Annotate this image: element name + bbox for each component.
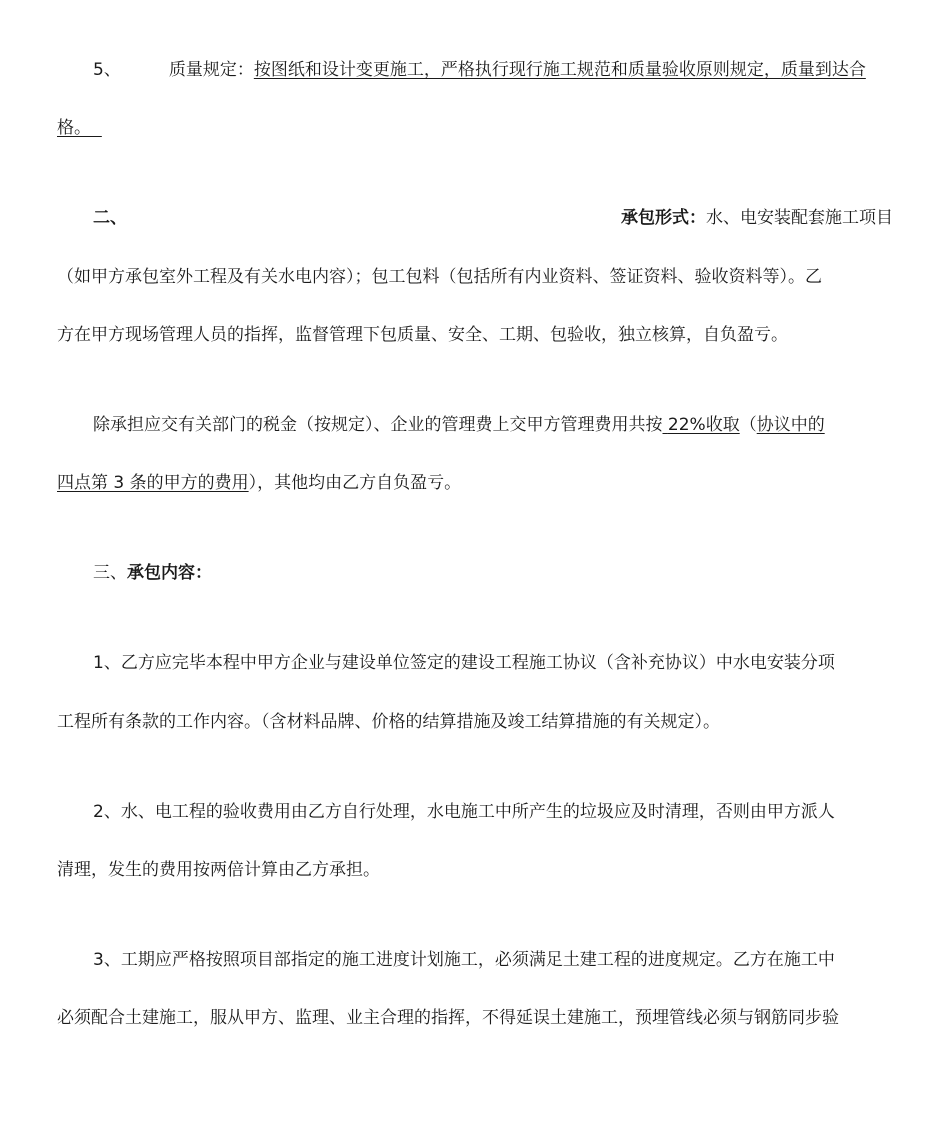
section3-item1-text1: 1、乙方应完毕本程中甲方企业与建设单位签定的建设工程施工协议（含补充协议）中水电安装分项 <box>93 653 835 673</box>
section2-para2-end: ），其他均由乙方自负盈亏。 <box>248 473 462 493</box>
section2-heading-line <box>93 206 893 230</box>
item5-text-line1: 按图纸和设计变更施工，严格执行现行施工规范和质量验收原则规定，质量到达合 <box>253 60 866 80</box>
section3-heading <box>93 561 893 585</box>
section2-line1-rest: 水、电安装配套施工项目 <box>706 208 893 228</box>
item5-line2 <box>57 116 893 140</box>
section2-para2-ref2: 四点第 3 条的甲方的费用 <box>57 473 249 493</box>
section3-item2-text1: 2、水、电工程的验收费用由乙方自行处理，水电施工中所产生的垃圾应及时清理，否则由甲方派人 <box>93 802 835 822</box>
section3-heading-number: 三、 <box>93 563 127 583</box>
section2-line2-text: （如甲方承包室外工程及有关水电内容）；包工包料（包括所有内业资料、签证资料、验收资料等）。乙 <box>57 267 822 287</box>
section3-item1-line2 <box>57 710 893 734</box>
section2-para2-paren: （ <box>739 415 757 435</box>
item5-label: 质量规定： <box>168 60 254 80</box>
section3-item3-text1: 3、工期应严格按照项目部指定的施工进度计划施工，必须满足土建工程的进度规定。乙方在施工中 <box>93 950 835 970</box>
item5-number: 5、 <box>93 60 121 80</box>
section3-item2-line2 <box>57 858 893 882</box>
section3-item1-text2: 工程所有条款的工作内容。（含材料品牌、价格的结算措施及竣工结算措施的有关规定）。 <box>57 712 720 732</box>
item5-line1 <box>93 58 893 82</box>
section3-item1-line1 <box>93 651 893 675</box>
section3-item3-line2 <box>57 1006 893 1030</box>
section2-para2-start: 除承担应交有关部门的税金（按规定）、企业的管理费上交甲方管理费用共按 <box>93 415 663 435</box>
section2-line3-text: 方在甲方现场管理人员的指挥，监督管理下包质量、安全、工期、包验收，独立核算，自负盈亏。 <box>57 325 788 345</box>
section2-line2 <box>57 265 893 289</box>
section3-item3-line1 <box>93 948 893 972</box>
section2-heading-number: 二、 <box>93 208 127 228</box>
section2-line3 <box>57 323 893 347</box>
section3-item2-text2: 清理，发生的费用按两倍计算由乙方承担。 <box>57 860 380 880</box>
section2-para2-rate: 22%收取 <box>667 415 740 435</box>
section2-para2-line2 <box>57 471 893 495</box>
section3-heading-label: 承包内容： <box>127 563 212 583</box>
item5-text-line2: 格。 <box>57 118 91 138</box>
section2-heading-label: 承包形式： <box>621 208 706 228</box>
section3-item3-text2: 必须配合土建施工，服从甲方、监理、业主合理的指挥，不得延误土建施工，预埋管线必须与钢筋同步验 <box>57 1008 839 1028</box>
section3-item2-line1 <box>93 800 893 824</box>
section2-para2-line1 <box>93 413 893 437</box>
section2-para2-ref1: 协议中的 <box>756 415 825 435</box>
